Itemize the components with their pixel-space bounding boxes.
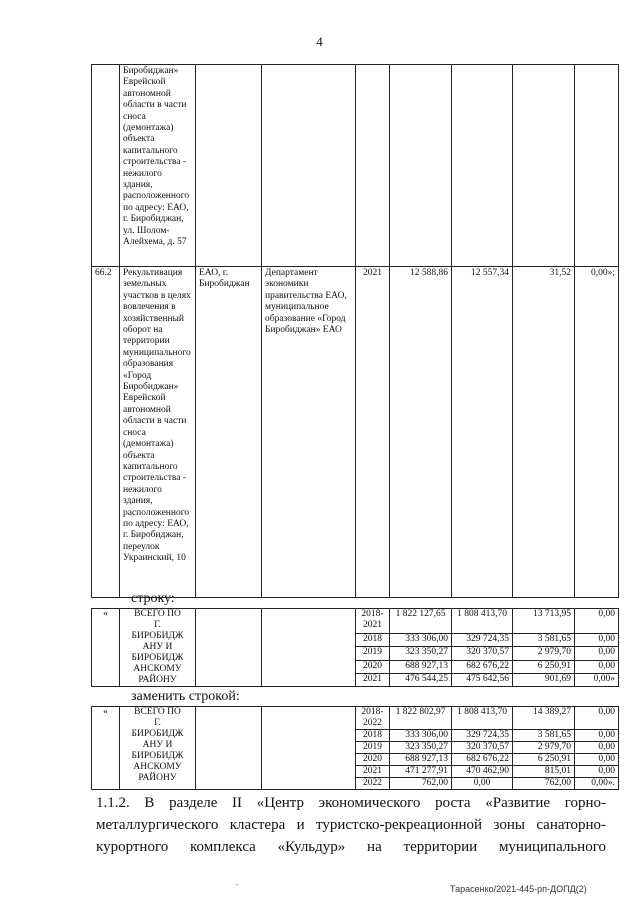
regional-cell: 762,00 xyxy=(513,778,575,790)
year-cell: 2018 xyxy=(356,730,390,742)
quote-cell: « xyxy=(92,707,120,790)
total-cell: 333 306,00 xyxy=(390,634,452,647)
year-cell: 2020 xyxy=(356,754,390,766)
table-row xyxy=(92,267,619,598)
regional-cell: 2 979,70 xyxy=(513,647,575,660)
other-cell: 0,00 xyxy=(575,660,619,673)
other-cell: 0,00»; xyxy=(575,267,619,598)
name-line: Г. xyxy=(154,718,161,728)
name-line: РАЙОНУ xyxy=(138,675,177,685)
other-cell: 0,00 xyxy=(575,754,619,766)
federal-cell: 1 808 413,70 xyxy=(452,609,513,634)
other-cell: 0,00» xyxy=(575,673,619,686)
total-cell xyxy=(390,65,452,267)
year-cell: 2021 xyxy=(356,267,390,598)
table-row xyxy=(92,65,619,267)
name-line: Г. xyxy=(154,620,161,630)
total-cell: 762,00 xyxy=(390,778,452,790)
other-cell: 0,00 xyxy=(575,730,619,742)
paragraph-line: курортного комплекса «Кульдур» на территории муниципального xyxy=(96,839,606,855)
year-cell: 2018-2021 xyxy=(356,609,390,634)
name-line: ВСЕГО ПО xyxy=(134,707,181,717)
name-line: ВСЕГО ПО xyxy=(134,609,181,619)
other-cell: 0,00 xyxy=(575,647,619,660)
total-cell: 333 306,00 xyxy=(390,730,452,742)
executor-cell: Департамент экономики правительства ЕАО, муниципальное образование «Город Биробиджан» ЕАО xyxy=(262,267,356,598)
row-number-cell: 66.2 xyxy=(92,267,120,598)
empty-cell xyxy=(262,707,356,790)
page-number: 4 xyxy=(316,34,323,49)
regional-cell: 3 581,65 xyxy=(513,634,575,647)
other-cell: 0,00». xyxy=(575,778,619,790)
year-cell: 2021 xyxy=(356,673,390,686)
regional-cell: 31,52 xyxy=(513,267,575,598)
name-line: АНСКОМУ xyxy=(133,664,182,674)
name-line: БИРОБИДЖ xyxy=(131,631,184,641)
regional-cell: 14 389,27 xyxy=(513,707,575,730)
other-cell xyxy=(575,65,619,267)
regional-cell: 2 979,70 xyxy=(513,742,575,754)
event-name-cell: Рекультивация земельных участков в целях вовлечения в хозяйственный оборот на территории муниципального образования «Город Биробиджан» Еврейской автономной области в части сноса (демонтажа) объекта капитального строительства - нежилого здания, расположенного по адресу: ЕАО, г. Биробиджан, переулок Украинский, 10 xyxy=(120,267,196,598)
location-cell xyxy=(196,65,262,267)
new-total-table xyxy=(91,706,619,790)
total-cell: 323 350,27 xyxy=(390,647,452,660)
year-cell: 2019 xyxy=(356,742,390,754)
federal-cell: 682 676,22 xyxy=(452,754,513,766)
name-line: БИРОБИДЖ xyxy=(131,653,184,663)
paragraph-line: 1.1.2. В разделе II «Центр экономического роста «Развитие горно- xyxy=(96,795,606,811)
federal-cell: 320 370,57 xyxy=(452,647,513,660)
year-cell: 2018-2022 xyxy=(356,707,390,730)
federal-cell xyxy=(452,65,513,267)
event-name-cell: Биробиджан» Еврейской автономной области в части сноса (демонтажа) объекта капитального строительства - нежилого здания, расположенного по адресу: ЕАО, г. Биробиджан, ул. Шолом-Алейхема, д. 57 xyxy=(120,65,196,267)
regional-cell xyxy=(513,65,575,267)
regional-cell: 815,01 xyxy=(513,766,575,778)
other-cell: 0,00 xyxy=(575,742,619,754)
year-cell: 2021 xyxy=(356,766,390,778)
program-table xyxy=(91,64,619,598)
old-total-table xyxy=(91,608,619,687)
name-line: РАЙОНУ xyxy=(138,773,177,783)
total-cell: 471 277,91 xyxy=(390,766,452,778)
empty-cell xyxy=(196,707,262,790)
location-cell: ЕАО, г. Биробиджан xyxy=(196,267,262,598)
federal-cell: 682 676,22 xyxy=(452,660,513,673)
total-name-cell xyxy=(120,609,196,687)
other-cell: 0,00 xyxy=(575,634,619,647)
regional-cell: 901,69 xyxy=(513,673,575,686)
caption-row: строку: xyxy=(131,591,175,606)
quote-cell: « xyxy=(92,609,120,687)
other-cell: 0,00 xyxy=(575,609,619,634)
row-number-cell xyxy=(92,65,120,267)
footer-doc-id: Тарасенко/2021-445-рп-ДОПД(2) xyxy=(450,884,587,894)
year-cell: 2019 xyxy=(356,647,390,660)
empty-cell xyxy=(196,609,262,687)
federal-cell: 329 724,35 xyxy=(452,730,513,742)
caption-replace: заменить строкой: xyxy=(131,689,240,704)
regional-cell: 13 713,95 xyxy=(513,609,575,634)
total-name-cell xyxy=(120,707,196,790)
regional-cell: 6 250,91 xyxy=(513,660,575,673)
name-line: БИРОБИДЖ xyxy=(131,751,184,761)
table-row xyxy=(92,609,619,634)
stray-mark: . xyxy=(236,878,238,887)
year-cell: 2022 xyxy=(356,778,390,790)
federal-cell: 0,00 xyxy=(452,778,513,790)
federal-cell: 12 557,34 xyxy=(452,267,513,598)
other-cell: 0,00 xyxy=(575,766,619,778)
total-cell: 12 588,86 xyxy=(390,267,452,598)
total-cell: 1 822 127,65 xyxy=(390,609,452,634)
paragraph-line: металлургического кластера и туристско-рекреационной зоны санаторно- xyxy=(96,817,606,833)
name-line: АНСКОМУ xyxy=(133,762,182,772)
empty-cell xyxy=(262,609,356,687)
federal-cell: 320 370,57 xyxy=(452,742,513,754)
name-line: АНУ И xyxy=(142,740,173,750)
regional-cell: 3 581,65 xyxy=(513,730,575,742)
total-cell: 688 927,13 xyxy=(390,660,452,673)
total-cell: 476 544,25 xyxy=(390,673,452,686)
name-line: БИРОБИДЖ xyxy=(131,729,184,739)
other-cell: 0,00 xyxy=(575,707,619,730)
total-cell: 323 350,27 xyxy=(390,742,452,754)
federal-cell: 1 808 413,70 xyxy=(452,707,513,730)
table-row xyxy=(92,707,619,730)
federal-cell: 329 724,35 xyxy=(452,634,513,647)
total-cell: 688 927,13 xyxy=(390,754,452,766)
federal-cell: 475 642,56 xyxy=(452,673,513,686)
year-cell: 2020 xyxy=(356,660,390,673)
total-cell: 1 822 802,97 xyxy=(390,707,452,730)
federal-cell: 470 462,90 xyxy=(452,766,513,778)
regional-cell: 6 250,91 xyxy=(513,754,575,766)
executor-cell xyxy=(262,65,356,267)
name-line: АНУ И xyxy=(142,642,173,652)
year-cell xyxy=(356,65,390,267)
year-cell: 2018 xyxy=(356,634,390,647)
